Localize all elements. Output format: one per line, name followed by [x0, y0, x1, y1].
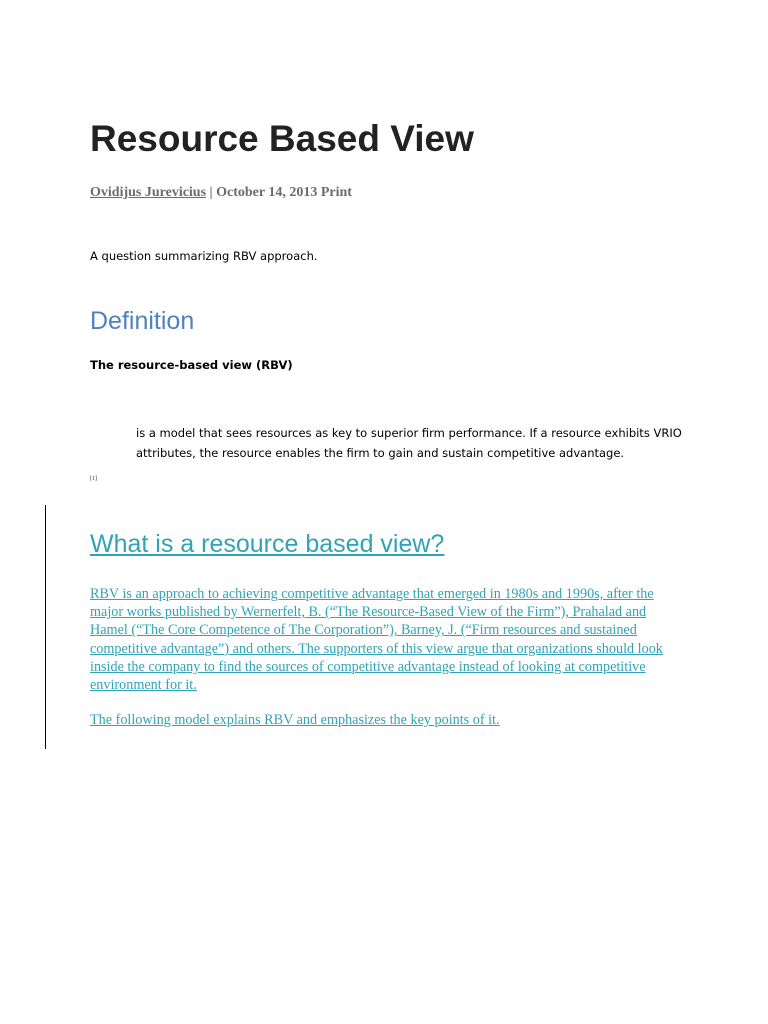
definition-term: The resource-based view (RBV): [90, 358, 293, 372]
byline-date-print: | October 14, 2013 Print: [206, 185, 352, 200]
footnote-marker[interactable]: [1]: [90, 476, 97, 482]
definition-heading: Definition: [90, 307, 195, 335]
model-paragraph-link[interactable]: The following model explains RBV and emphasizes the key points of it.: [90, 712, 500, 728]
summary-text: A question summarizing RBV approach.: [90, 249, 318, 263]
page-title: Resource Based View: [90, 118, 474, 159]
section-paragraph-link[interactable]: RBV is an approach to achieving competitive advantage that emerged in 1980s and 1990s, after the major works published by Wernerfelt, B. (“The Resource-Based View of the Firm”), Prahalad and Hamel (“The Core Competence of The Corporation”), Barney, J. (“Firm resources and sustained competitive advantage”) and others. The supporters of this view argue that organizations should look inside the company to find the sources of competitive advantage instead of looking at competitive environment for it.: [90, 586, 663, 694]
revision-bar: [45, 505, 46, 749]
definition-text: is a model that sees resources as key to superior firm performance. If a resource exhibits VRIO attributes, the resource enables the firm to gain and sustain competitive advantage.: [136, 426, 682, 460]
byline: [90, 185, 352, 201]
section-heading-link[interactable]: What is a resource based view?: [90, 530, 445, 558]
author-link[interactable]: Ovidijus Jurevicius: [90, 185, 207, 200]
